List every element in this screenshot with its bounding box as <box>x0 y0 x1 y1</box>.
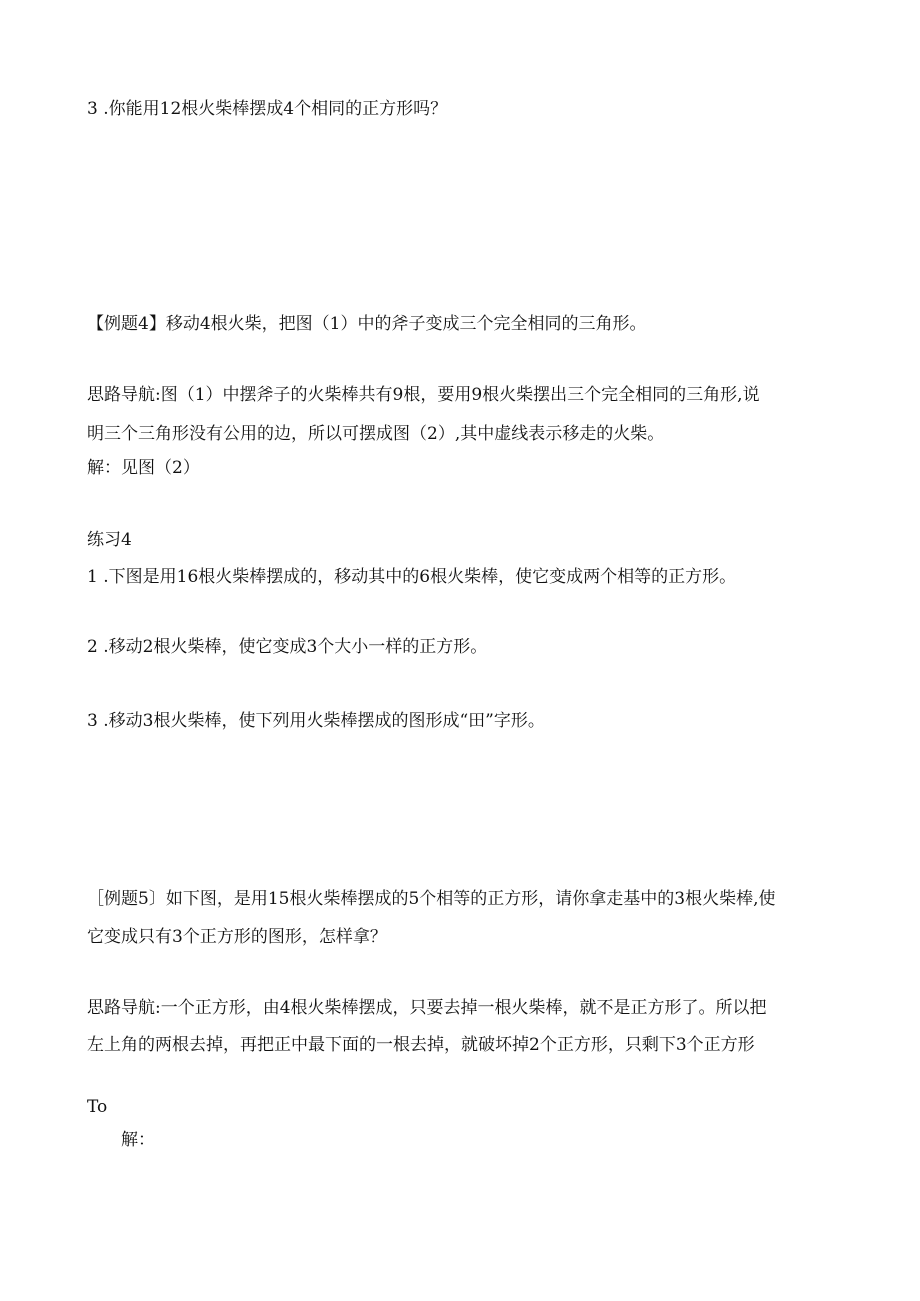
question-3-intro: 3 .你能用12根火柴棒摆成4个相同的正方形吗？ <box>87 99 448 119</box>
example-5-problem-line-2: 它变成只有3个正方形的图形，怎样拿？ <box>87 927 387 947</box>
practice-4-item-2: 2 .移动2根火柴棒，使它变成3个大小一样的正方形。 <box>87 637 488 657</box>
example-4-hint-line-2: 明三个三角形没有公用的边，所以可摆成图（2）,其中虚线表示移走的火柴。 <box>87 424 665 444</box>
example-5-hint-line-1: 思路导航:一个正方形，由4根火柴棒摆成，只要去掉一根火柴棒，就不是正方形了。所以把 <box>87 998 767 1018</box>
example-4-answer: 解：见图（2） <box>87 458 200 478</box>
example-5-problem-line-1: ［例题5〕如下图，是用15根火柴棒摆成的5个相等的正方形，请你拿走基中的3根火柴棒,使 <box>87 889 776 909</box>
example-5-answer: 解： <box>121 1130 155 1150</box>
practice-4-item-1: 1 .下图是用16根火柴棒摆成的，移动其中的6根火柴棒，使它变成两个相等的正方形。 <box>87 567 737 587</box>
practice-4-title: 练习4 <box>87 530 132 550</box>
practice-4-item-3: 3 .移动3根火柴棒，使下列用火柴棒摆成的图形成“田”字形。 <box>87 711 545 731</box>
example-5-hint-tail: To <box>87 1097 108 1117</box>
example-5-hint-line-2: 左上角的两根去掉，再把正中最下面的一根去掉，就破坏掉2个正方形，只剩下3个正方形 <box>87 1035 755 1055</box>
example-4-problem: 【例题4】移动4根火柴，把图（1）中的斧子变成三个完全相同的三角形。 <box>87 314 647 334</box>
example-4-hint-line-1: 思路导航:图（1）中摆斧子的火柴棒共有9根，要用9根火柴摆出三个完全相同的三角形,说 <box>87 385 760 405</box>
